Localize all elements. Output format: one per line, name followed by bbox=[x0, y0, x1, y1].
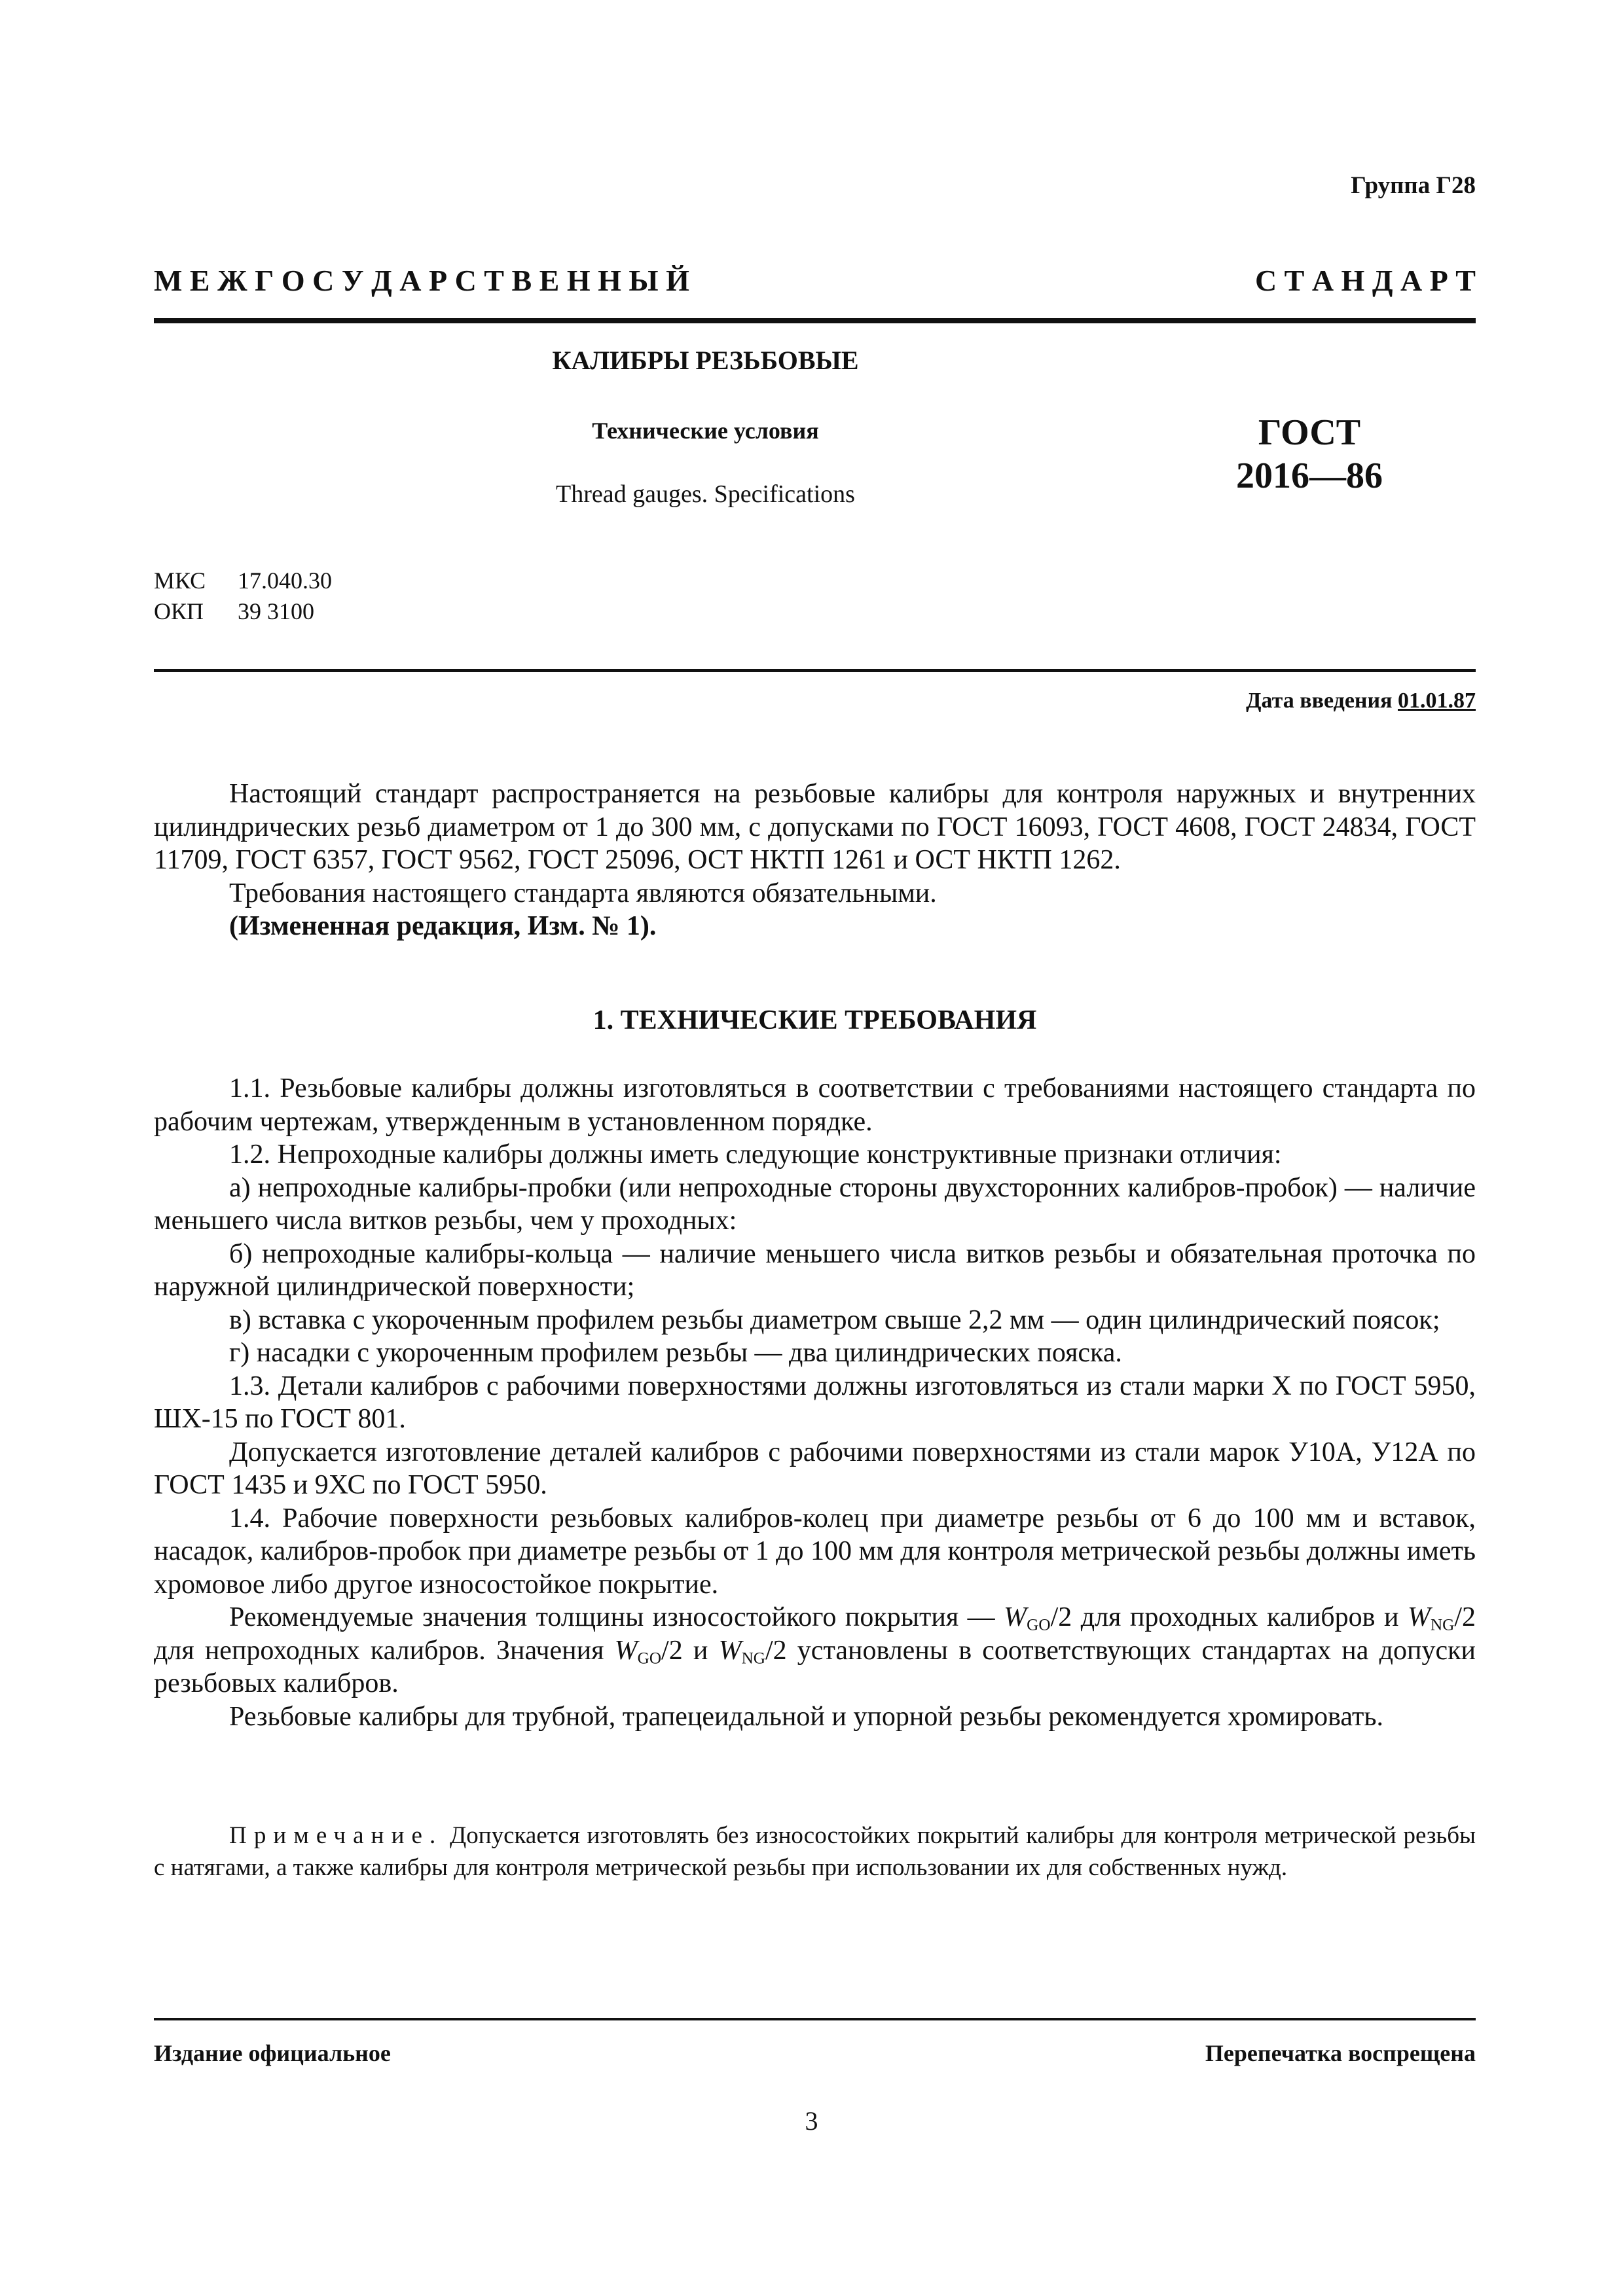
clause-1-1: 1.1. Резьбовые калибры должны изготовляться в соответствии с требованиями настоящего стандарта по рабочим чертежам, утвержденным в установленном порядке. bbox=[154, 1073, 1476, 1137]
gost-value: 2016—86 bbox=[1236, 456, 1383, 496]
page-number: 3 bbox=[805, 2106, 818, 2136]
intro-mandatory: Требования настоящего стандарта являются обязательными. bbox=[229, 878, 937, 908]
note-label: Примечание. bbox=[229, 1822, 443, 1849]
mks-label: МКС bbox=[154, 567, 206, 594]
clause-1-2-a: а) непроходные калибры-пробки (или непроходные стороны двухсторонних калибров-пробок) — наличие меньшего числа витков резьбы, чем у проходных: bbox=[154, 1172, 1476, 1236]
clause-1-2: 1.2. Непроходные калибры должны иметь следующие конструктивные признаки отличия: bbox=[229, 1139, 1282, 1170]
clause-1-3-b: Допускается изготовление деталей калибров с рабочими поверхностями из стали марок У10А, У12А по ГОСТ 1435 и 9ХС по ГОСТ 5950. bbox=[154, 1437, 1476, 1500]
w-symbol: W bbox=[1407, 1602, 1431, 1632]
header-rule bbox=[154, 318, 1476, 323]
mks-value: 17.040.30 bbox=[238, 567, 332, 594]
okp-label: ОКП bbox=[154, 598, 204, 624]
date-value: 01.01.87 bbox=[1398, 689, 1476, 713]
clause-1-4-c: Резьбовые калибры для трубной, трапецеидальной и упорной резьбы рекомендуется хромировать. bbox=[229, 1701, 1383, 1732]
standard-heading-left: М Е Ж Г О С У Д А Р С Т В Е Н Н Ы Й bbox=[154, 264, 689, 297]
intro-paragraph: Настоящий стандарт распространяется на резьбовые калибры для контроля наружных и внутренних цилиндрических резьб диаметром от 1 до 300 мм, с допусками по ГОСТ 16093, ГОСТ 4608, ГОСТ 24834, ГОСТ 11709, ГОСТ 6357, ГОСТ 9562, ГОСТ 25096, ОСТ НКТП 1261 и ОСТ НКТП 1262. bbox=[154, 779, 1476, 875]
clause-1-3: 1.3. Детали калибров с рабочими поверхностями должны изготовляться из стали марки X по ГОСТ 5950, ШХ-15 по ГОСТ 801. bbox=[154, 1371, 1476, 1434]
codes-rule bbox=[154, 669, 1476, 672]
go-subscript: GO bbox=[637, 1649, 662, 1667]
gost-number bbox=[1178, 411, 1440, 497]
document-subtitle-ru: Технические условия bbox=[592, 418, 819, 444]
official-edition: Издание официальное bbox=[154, 2040, 391, 2066]
standard-heading bbox=[154, 263, 1476, 298]
document-title: КАЛИБРЫ РЕЗЬБОВЫЕ bbox=[552, 346, 859, 375]
clause-1-2-g: г) насадки с укороченным профилем резьбы — два цилиндрических пояска. bbox=[229, 1338, 1122, 1368]
document-subtitle-en: Thread gauges. Specifications bbox=[556, 480, 855, 508]
intro-amendment: (Измененная редакция, Изм. № 1). bbox=[229, 911, 657, 941]
coating-text-1: Рекомендуемые значения толщины износостойкого покрытия — bbox=[229, 1602, 1004, 1632]
footer-rule bbox=[154, 2018, 1476, 2020]
reprint-prohibited: Перепечатка воспрещена bbox=[1205, 2040, 1476, 2066]
date-label: Дата введения bbox=[1246, 689, 1393, 713]
standard-heading-right: С Т А Н Д А Р Т bbox=[1254, 264, 1476, 297]
group-code: Группа Г28 bbox=[1351, 172, 1476, 199]
w-symbol: W bbox=[718, 1635, 742, 1666]
coating-text-4: /2 и bbox=[661, 1635, 719, 1666]
coating-text-3: /2 для непроходных калибров. Значения bbox=[154, 1602, 1476, 1666]
clause-1-4: 1.4. Рабочие поверхности резьбовых калибров-колец при диаметре резьбы от 6 до 100 мм и вставок, насадок, калибров-пробок при диаметре резьбы от 1 до 100 мм для контроля метрической резьбы должны иметь хромовое либо другое износостойкое покрытие. bbox=[154, 1503, 1476, 1600]
introduction-date bbox=[154, 689, 1476, 713]
mks-code bbox=[154, 565, 332, 596]
intro-block bbox=[154, 778, 1476, 943]
coating-text-2: /2 для проходных калибров и bbox=[1050, 1602, 1408, 1632]
note-block bbox=[154, 1820, 1476, 1884]
okp-value: 39 3100 bbox=[238, 598, 314, 624]
w-symbol: W bbox=[1004, 1602, 1027, 1632]
gost-label: ГОСТ bbox=[1258, 412, 1361, 453]
classification-codes bbox=[154, 565, 332, 627]
clause-1-4-b bbox=[154, 1601, 1476, 1700]
note-paragraph bbox=[154, 1820, 1476, 1884]
clause-1-2-v: в) вставка с укороченным профилем резьбы диаметром свыше 2,2 мм — один цилиндрический поясок; bbox=[229, 1304, 1440, 1335]
coating-text-5: /2 установлены в соответствующих стандартах на допуски резьбовых калибров. bbox=[154, 1635, 1476, 1698]
w-symbol: W bbox=[614, 1635, 638, 1666]
section-title: 1. ТЕХНИЧЕСКИЕ ТРЕБОВАНИЯ bbox=[593, 1005, 1037, 1035]
note-text: Допускается изготовлять без износостойких покрытий калибры для контроля метрической резьбы с натягами, а также калибры для контроля метрической резьбы при использовании их для собственных нужд. bbox=[154, 1822, 1476, 1881]
ng-subscript: NG bbox=[1430, 1616, 1455, 1634]
clause-1-2-b: б) непроходные калибры-кольца — наличие меньшего числа витков резьбы и обязательная проточка по наружной цилиндрической поверхности; bbox=[154, 1238, 1476, 1302]
ng-subscript: NG bbox=[741, 1649, 765, 1667]
section-1-body bbox=[154, 1072, 1476, 1733]
okp-code bbox=[154, 596, 332, 627]
go-subscript: GO bbox=[1027, 1616, 1051, 1634]
